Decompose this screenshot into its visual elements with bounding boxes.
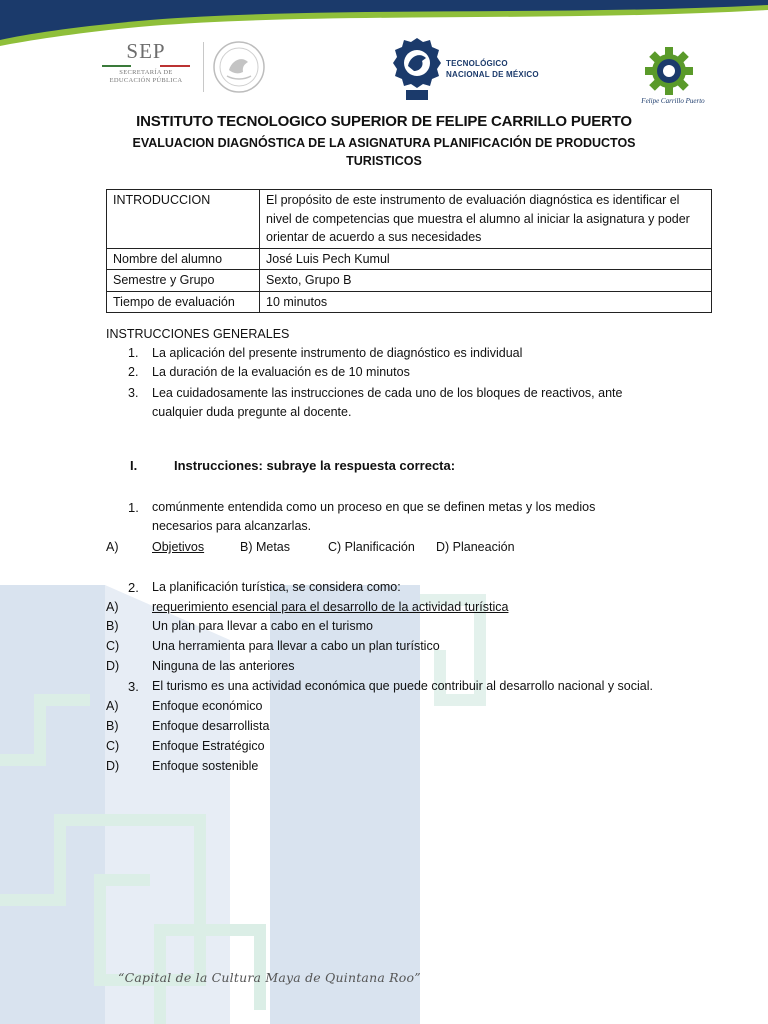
table-cell-label: Tiempo de evaluación: [107, 291, 260, 313]
fcp-logo-caption: Felipe Carrillo Puerto: [641, 97, 705, 105]
question-number: 1.: [128, 500, 139, 515]
list-item: La duración de la evaluación es de 10 minutos: [152, 365, 410, 379]
question-text: La planificación turística, se considera como:: [152, 580, 401, 594]
general-instructions-heading: INSTRUCCIONES GENERALES: [106, 327, 290, 341]
option-letter: C): [106, 639, 120, 653]
option-text: Enfoque desarrollista: [152, 719, 270, 733]
table-row: [107, 291, 712, 313]
question-text: comúnmente entendida como un proceso en que se definen metas y los medios necesarios para alcanzarlas.: [152, 500, 596, 533]
option-text: Ninguna de las anteriores: [152, 659, 295, 673]
option-letter: A): [106, 540, 119, 554]
section-title: Instrucciones: subraye la respuesta correcta:: [174, 458, 456, 473]
option-text-answer: requerimiento esencial para el desarrollo de la actividad turística: [152, 600, 509, 614]
question-number: 3.: [128, 679, 139, 694]
option-text: C) Planificación: [328, 540, 415, 554]
option-letter: A): [106, 699, 119, 713]
evaluation-title: EVALUACION DIAGNÓSTICA DE LA ASIGNATURA PLANIFICACIÓN DE PRODUCTOS TURISTICOS: [132, 136, 636, 168]
list-item-number: 3.: [128, 386, 139, 400]
institute-title: INSTITUTO TECNOLOGICO SUPERIOR DE FELIPE CARRILLO PUERTO: [136, 113, 632, 130]
list-item-number: 2.: [128, 365, 139, 379]
tecnm-line1: TECNOLÓGICO: [446, 59, 508, 68]
table-row: [107, 190, 712, 249]
list-item-number: 1.: [128, 346, 139, 360]
sep-logo-sub2: EDUCACIÓN PÚBLICA: [109, 77, 183, 84]
bg-bar-1: [0, 585, 105, 1024]
sep-logo-sub1: SECRETARÍA DE: [119, 69, 173, 76]
table-cell-value: José Luis Pech Kumul: [260, 248, 712, 270]
section-numeral: I.: [130, 458, 138, 473]
question-number: 2.: [128, 580, 139, 595]
option-text: Una herramienta para llevar a cabo un plan turístico: [152, 639, 440, 653]
table-cell-value: Sexto, Grupo B: [260, 270, 712, 292]
option-text: B) Metas: [240, 540, 291, 554]
table-cell-value: El propósito de este instrumento de evaluación diagnóstica es identificar el nivel de competencias que muestra el alumno al iniciar la asignatura y poder orientar de acuerdo a sus necesidades: [260, 190, 712, 249]
option-letter: B): [106, 719, 119, 733]
mexico-seal-icon: [212, 40, 266, 94]
sep-logo-stripe: [102, 65, 190, 67]
list-item: La aplicación del presente instrumento de diagnóstico es individual: [152, 346, 523, 360]
option-letter: B): [106, 619, 119, 633]
option-text-answer: Objetivos: [152, 540, 205, 554]
option-letter: D): [106, 659, 120, 673]
table-cell-label: INTRODUCCION: [107, 190, 260, 249]
option-letter: C): [106, 739, 120, 753]
table-row: [107, 270, 712, 292]
sep-logo: [96, 40, 196, 85]
option-text: Un plan para llevar a cabo en el turismo: [152, 619, 373, 633]
fcp-gear-logo-icon: [644, 46, 694, 96]
option-text: D) Planeación: [436, 540, 515, 554]
footer-motto: “Capital de la Cultura Maya de Quintana Roo”: [118, 970, 421, 985]
logo-divider: [203, 42, 204, 92]
sep-logo-word: SEP: [126, 39, 166, 63]
list-item: Lea cuidadosamente las instrucciones de cada uno de los bloques de reactivos, ante cualquier duda pregunte al docente.: [152, 386, 623, 419]
option-letter: D): [106, 759, 120, 773]
option-text: Enfoque sostenible: [152, 759, 259, 773]
info-table: [106, 189, 712, 313]
table-row: [107, 248, 712, 270]
table-cell-label: Semestre y Grupo: [107, 270, 260, 292]
option-text: Enfoque económico: [152, 699, 263, 713]
question-text: El turismo es una actividad económica que puede contribuir al desarrollo nacional y social.: [152, 679, 653, 693]
tecnm-logo-text: [446, 58, 539, 80]
table-cell-value: 10 minutos: [260, 291, 712, 313]
table-cell-label: Nombre del alumno: [107, 248, 260, 270]
tecnm-line2: NACIONAL DE MÉXICO: [446, 70, 539, 79]
option-text: Enfoque Estratégico: [152, 739, 265, 753]
option-letter: A): [106, 600, 119, 614]
tecnm-logo-icon: [392, 36, 442, 102]
